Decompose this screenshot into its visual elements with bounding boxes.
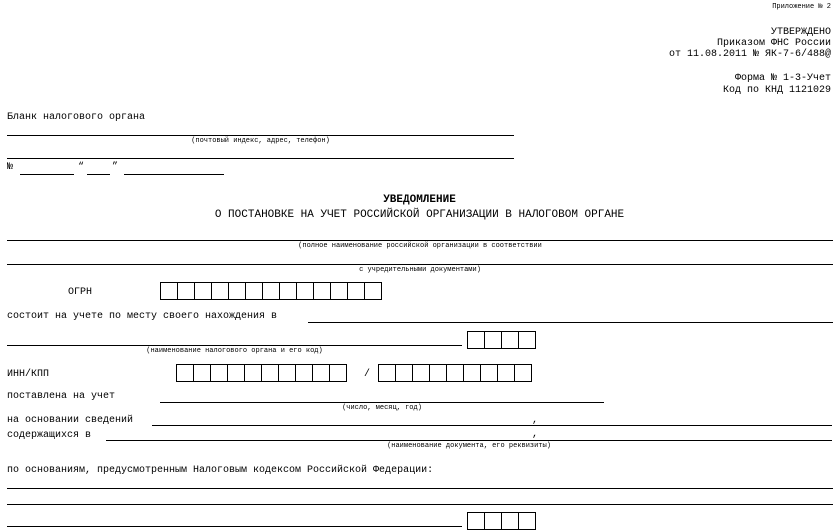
approval-line-3: от 11.08.2011 № ЯК-7-6/488@	[668, 49, 831, 60]
notice-subtitle: О ПОСТАНОВКЕ НА УЧЕТ РОССИЙСКОЙ ОРГАНИЗАЦИИ В НАЛОГОВОМ ОРГАНЕ	[214, 209, 625, 221]
inn-cell[interactable]	[261, 364, 279, 382]
inn-kpp-separator: /	[364, 369, 371, 380]
grounds-code-cell[interactable]	[501, 512, 519, 530]
ogrn-cell[interactable]	[279, 282, 297, 300]
quote-close: ”	[112, 162, 119, 173]
notice-title: УВЕДОМЛЕНИЕ	[383, 194, 456, 206]
kpp-cell[interactable]	[395, 364, 413, 382]
tax-office-caption: (наименование налогового органа и его код)	[146, 347, 323, 355]
grounds-line-1[interactable]	[7, 488, 833, 489]
inn-kpp-label: ИНН/КПП	[7, 369, 50, 380]
tax-office-code-cell[interactable]	[467, 331, 485, 349]
inn-cell[interactable]	[210, 364, 228, 382]
blank-line-1[interactable]	[7, 135, 514, 136]
grounds-code-cells[interactable]	[467, 512, 535, 530]
grounds-line-2[interactable]	[7, 504, 833, 505]
registered-label: состоит на учете по месту своего нахождения в	[7, 311, 278, 322]
kpp-cell[interactable]	[480, 364, 498, 382]
tax-office-code-cell[interactable]	[484, 331, 502, 349]
tax-office-line-2[interactable]	[7, 345, 462, 346]
grounds-code-cell[interactable]	[467, 512, 485, 530]
kpp-cell[interactable]	[446, 364, 464, 382]
basis-comma-2: ,	[532, 429, 539, 440]
ogrn-cell[interactable]	[228, 282, 246, 300]
ogrn-cell[interactable]	[330, 282, 348, 300]
appendix-label: Приложение № 2	[772, 3, 831, 11]
grounds-label: по основаниям, предусмотренным Налоговым кодексом Российской Федерации:	[7, 465, 434, 476]
doc-day-field[interactable]	[87, 174, 110, 175]
ogrn-cell[interactable]	[296, 282, 314, 300]
kpp-cell[interactable]	[514, 364, 532, 382]
kpp-cell[interactable]	[412, 364, 430, 382]
blank-line-2[interactable]	[7, 158, 514, 159]
placed-label: поставлена на учет	[7, 391, 116, 402]
basis-label-2: содержащихся в	[7, 430, 92, 441]
ogrn-cell[interactable]	[194, 282, 212, 300]
doc-date-field[interactable]	[124, 174, 224, 175]
ogrn-cell[interactable]	[177, 282, 195, 300]
tax-office-line-1[interactable]	[308, 322, 833, 323]
form-number: Форма № 1-3-Учет	[734, 73, 831, 84]
ogrn-cell[interactable]	[160, 282, 178, 300]
ogrn-cell[interactable]	[211, 282, 229, 300]
grounds-code-cell[interactable]	[518, 512, 536, 530]
kpp-cell[interactable]	[463, 364, 481, 382]
kpp-cell[interactable]	[378, 364, 396, 382]
grounds-code-cell[interactable]	[484, 512, 502, 530]
inn-cell[interactable]	[193, 364, 211, 382]
basis-comma-1: ,	[532, 415, 539, 426]
ogrn-cell[interactable]	[364, 282, 382, 300]
kpp-cells[interactable]	[378, 364, 531, 382]
ogrn-cell[interactable]	[262, 282, 280, 300]
inn-cell[interactable]	[278, 364, 296, 382]
registration-date-field[interactable]	[160, 402, 604, 403]
blank-label: Бланк налогового органа	[7, 112, 146, 123]
approval-line-1: УТВЕРЖДЕНО	[770, 27, 831, 38]
kpp-cell[interactable]	[497, 364, 515, 382]
inn-cell[interactable]	[329, 364, 347, 382]
number-sign: №	[7, 162, 14, 173]
tax-office-code-cell[interactable]	[518, 331, 536, 349]
basis-line-2[interactable]	[106, 440, 832, 441]
inn-cell[interactable]	[295, 364, 313, 382]
quote-open: “	[78, 162, 85, 173]
knd-code: Код по КНД 1121029	[722, 85, 831, 96]
ogrn-label: ОГРН	[68, 287, 93, 298]
kpp-cell[interactable]	[429, 364, 447, 382]
inn-cell[interactable]	[176, 364, 194, 382]
ogrn-cell[interactable]	[245, 282, 263, 300]
inn-cells[interactable]	[176, 364, 346, 382]
org-name-line-1[interactable]	[7, 240, 833, 241]
doc-number-field[interactable]	[20, 174, 74, 175]
address-caption: (почтовый индекс, адрес, телефон)	[191, 137, 330, 145]
approval-line-2: Приказом ФНС России	[716, 38, 831, 49]
grounds-line-3[interactable]	[7, 526, 462, 527]
org-caption-2: с учредительными документами)	[359, 266, 481, 274]
registration-date-caption: (число, месяц, год)	[342, 404, 422, 412]
ogrn-cell[interactable]	[313, 282, 331, 300]
basis-line-1[interactable]	[152, 425, 832, 426]
tax-office-code-cells[interactable]	[467, 331, 535, 349]
inn-cell[interactable]	[244, 364, 262, 382]
inn-cell[interactable]	[227, 364, 245, 382]
basis-label-1: на основании сведений	[7, 415, 134, 426]
org-name-line-2[interactable]	[7, 264, 833, 265]
ogrn-cells[interactable]	[160, 282, 381, 300]
tax-office-code-cell[interactable]	[501, 331, 519, 349]
inn-cell[interactable]	[312, 364, 330, 382]
ogrn-cell[interactable]	[347, 282, 365, 300]
basis-caption: (наименование документа, его реквизиты)	[387, 442, 551, 450]
org-caption-1: (полное наименование российской организации в соответствии	[298, 242, 542, 250]
